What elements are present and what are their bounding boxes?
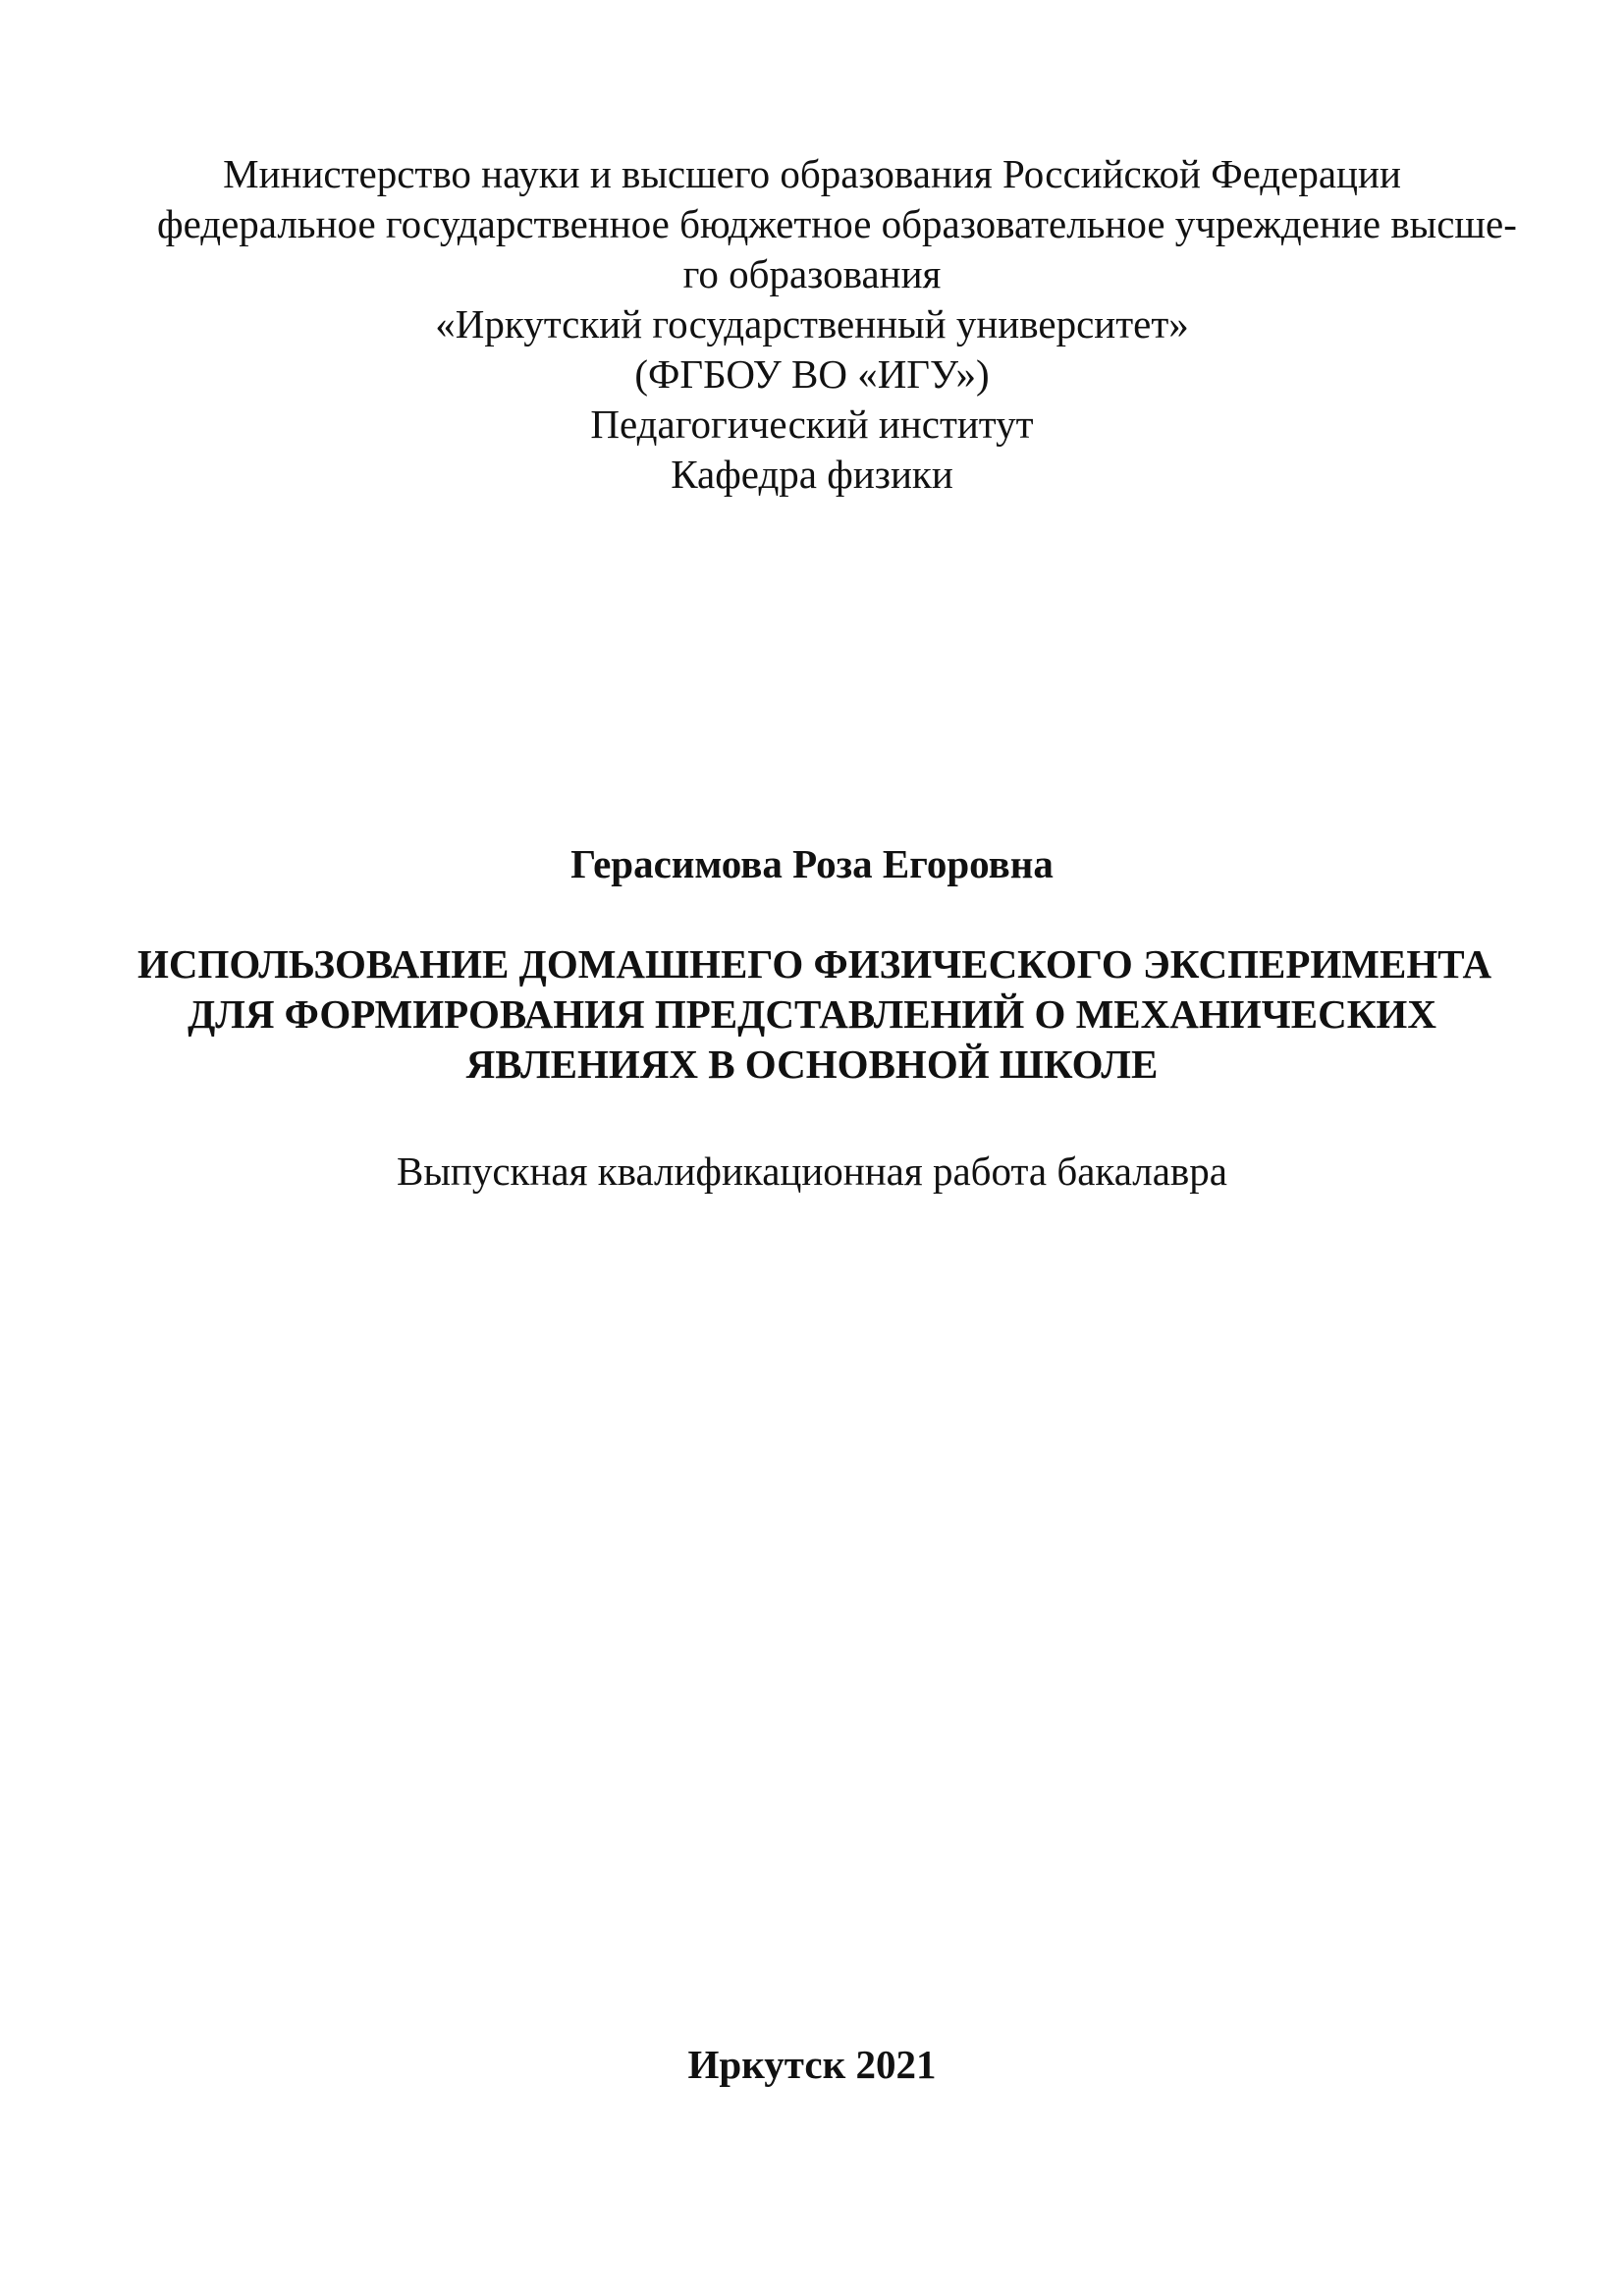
work-type: Выпускная квалификационная работа бакалавра [397,1148,1227,1194]
thesis-title [137,939,1492,1090]
institution-header [157,149,1517,500]
institution-type-line: федеральное государственное бюджетное образовательное учреждение высше- [157,201,1517,246]
city-year: Иркутск 2021 [687,2042,937,2087]
thesis-title-line: ИСПОЛЬЗОВАНИЕ ДОМАШНЕГО ФИЗИЧЕСКОГО ЭКСПЕРИМЕНТА [137,941,1492,987]
department-line: Кафедра физики [671,452,953,497]
university-abbreviation-line: (ФГБОУ ВО «ИГУ») [634,351,990,397]
university-name-line: «Иркутский государственный университет» [435,301,1189,347]
institute-line: Педагогический институт [590,401,1034,447]
author-name: Герасимова Роза Егоровна [570,841,1054,886]
institution-type-line-continued: го образования [682,251,942,296]
thesis-title-line: ДЛЯ ФОРМИРОВАНИЯ ПРЕДСТАВЛЕНИЙ О МЕХАНИЧЕСКИХ [188,991,1436,1037]
ministry-line: Министерство науки и высшего образования Российской Федерации [223,151,1401,196]
thesis-title-line: ЯВЛЕНИЯХ В ОСНОВНОЙ ШКОЛЕ [465,1041,1159,1087]
